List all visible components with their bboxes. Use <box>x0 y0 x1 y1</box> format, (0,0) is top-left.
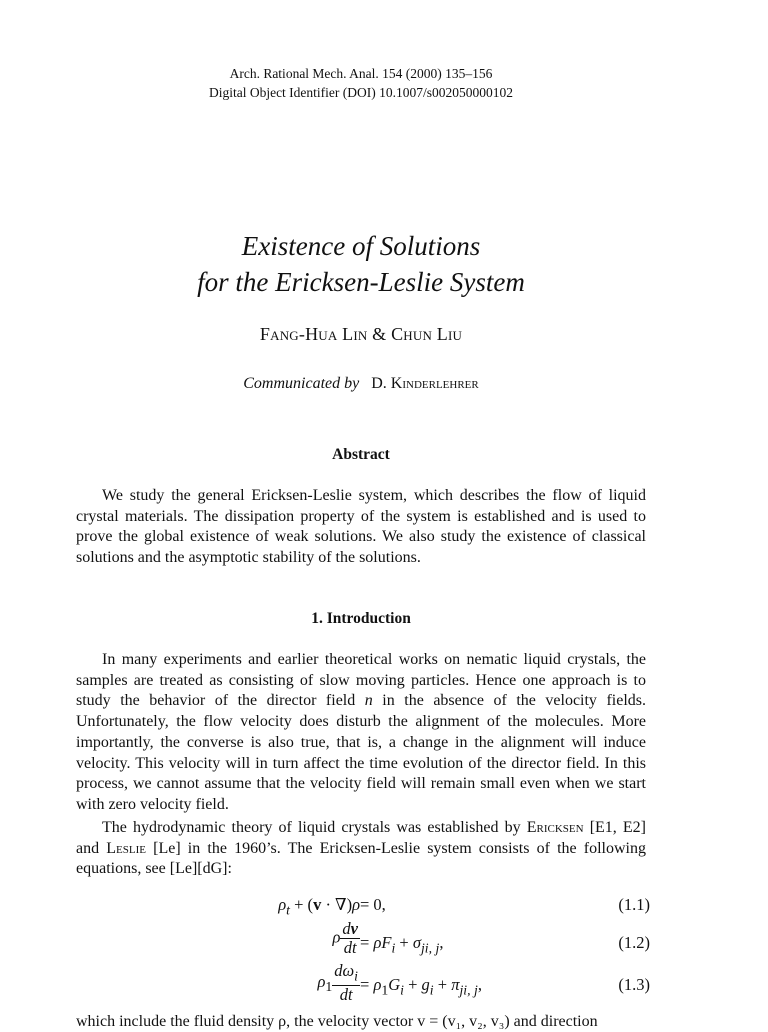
authors: Fang-Hua Lin & Chun Liu <box>259 324 463 344</box>
paper-title <box>0 228 722 300</box>
journal-header <box>0 64 722 102</box>
equation-1-1: $\rho_t + (v \cdot \nabla)\rho$ = 0, (1.1) <box>278 895 650 918</box>
equation-number: (1.2) <box>618 933 650 952</box>
intro-paragraph-2: The hydrodynamic theory of liquid crystals was established by Ericksen [E1, E2] and Leslie [Le] in the 1960’s. The Ericksen-Leslie system consists of the following equations, see [Le][dG]: <box>76 819 647 878</box>
abstract-text: We study the general Ericksen-Leslie system, which describes the flow of liquid crystal materials. The dissipation property of the system is established and is used to prove the global existence of weak solutions. We also study the existence of classical solutions and the asymptotic stability of the solutions. <box>76 487 646 567</box>
cut-off-line: which include the fluid density ρ, the velocity vector v = (v₁, v₂, v₃) and direction <box>76 1013 598 1030</box>
journal-doi: Digital Object Identifier (DOI) 10.1007/s002050000102 <box>208 85 514 100</box>
communicated-by <box>0 375 722 393</box>
communicated-prefix: Communicated by <box>243 375 360 392</box>
equation-number: (1.3) <box>618 975 650 994</box>
equation-1-2: ρ $\frac{dv}{dt}$ = $\rho F_i + \sigma_{ji, j}$, (1.2) <box>332 919 650 957</box>
abstract-heading: Abstract <box>332 446 390 463</box>
journal-citation: Arch. Rational Mech. Anal. 154 (2000) 135–156 <box>229 66 493 81</box>
intro-paragraph-1: In many experiments and earlier theoretical works on nematic liquid crystals, the samples are treated as consisting of slow moving particles. Hence one approach is to study the behavior of the director field n in the absence of the velocity fields. Unfortunately, the flow velocity does disturb the alignment of the molecules. More importantly, the converse is also true, that is, a change in the alignment will induce velocity. This velocity will in turn affect the time evolution of the director field. In this process, we cannot assume that the velocity field will remain small even when we start with zero velocity field. <box>76 651 647 813</box>
title-line-2: for the Ericksen-Leslie System <box>197 267 525 297</box>
introduction-heading: 1. Introduction <box>311 610 411 627</box>
equation-number: (1.1) <box>618 895 650 914</box>
communicated-name: D. Kinderlehrer <box>371 375 479 392</box>
title-line-1: Existence of Solutions <box>241 231 481 261</box>
equation-1-3: $\rho_1$ $\frac{d\omega_i}{dt}$ = $\rho_1G_i + g_i + \pi_{ji, j}$, (1.3) <box>317 961 650 1005</box>
